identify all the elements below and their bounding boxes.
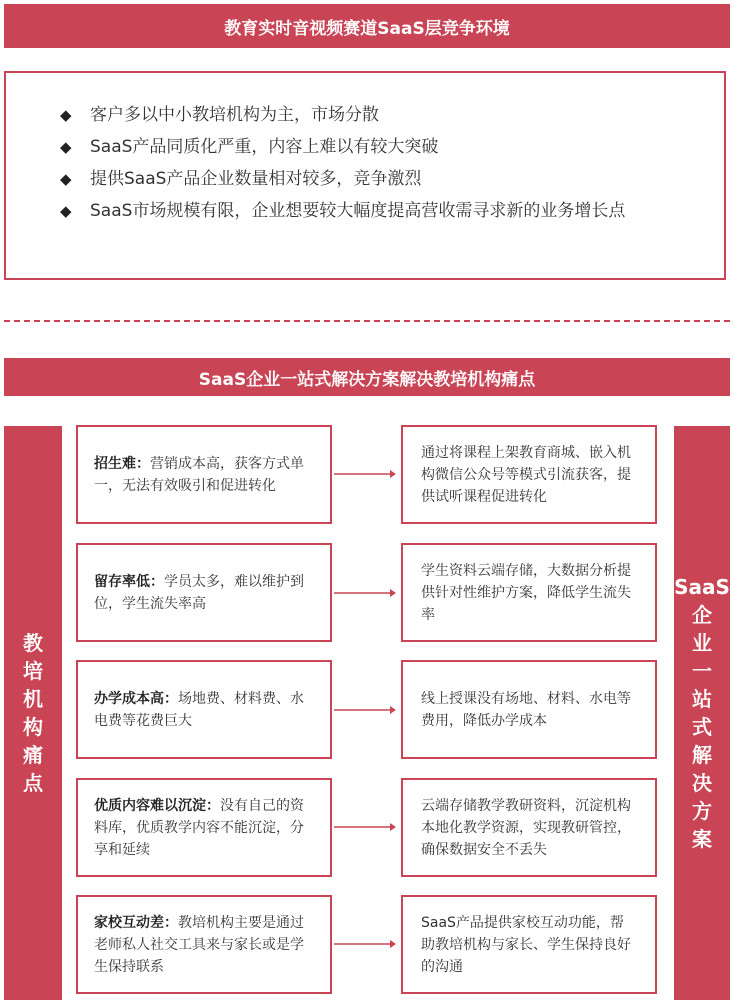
bullet-text: SaaS产品同质化严重，内容上难以有较大突破	[90, 137, 439, 157]
arrow-icon	[334, 588, 396, 598]
arrow-icon	[334, 705, 396, 715]
pain-text: 教培机构主要是通过老师私人社交工具来与家长或是学生保持联系	[94, 914, 304, 975]
pain-box	[76, 543, 332, 642]
competition-box	[4, 71, 726, 280]
diamond-icon: ◆	[60, 138, 72, 156]
label-char: 机	[23, 687, 43, 711]
pain-text: 学员太多，难以维护到位，学生流失率高	[94, 573, 304, 612]
pain-box	[76, 895, 332, 994]
label-char: 业	[692, 631, 712, 655]
label-char: 培	[23, 659, 43, 683]
arrow-icon	[334, 822, 396, 832]
solution-box	[401, 543, 657, 642]
pain-text: 没有自己的资料库，优质教学内容不能沉淀，分享和延续	[94, 797, 304, 858]
list-item	[60, 99, 680, 131]
pain-text: 营销成本高，获客方式单一，无法有效吸引和促进转化	[94, 455, 304, 494]
pain-key: 招生难：	[94, 455, 150, 472]
pain-box	[76, 660, 332, 759]
list-item	[60, 163, 680, 195]
bullet-list	[60, 99, 680, 227]
solution-text: 线上授课没有场地、材料、水电等费用，降低办学成本	[421, 690, 631, 729]
label-char: 决	[692, 771, 712, 795]
label-char: 方	[692, 799, 712, 823]
divider	[4, 320, 730, 322]
pain-key: 家校互动差：	[94, 914, 178, 931]
label-char: 案	[692, 827, 712, 851]
list-item	[60, 195, 680, 227]
pain-points-label	[4, 426, 62, 1000]
pain-box	[76, 778, 332, 877]
pain-text: 场地费、材料费、水电费等花费巨大	[94, 690, 304, 729]
diamond-icon: ◆	[60, 170, 72, 188]
label-char: 点	[23, 771, 43, 795]
pain-key: 留存率低：	[94, 573, 164, 590]
diamond-icon: ◆	[60, 106, 72, 124]
solution-text: 学生资料云端存储，大数据分析提供针对性维护方案，降低学生流失率	[421, 562, 631, 623]
bullet-text: SaaS市场规模有限，企业想要较大幅度提高营收需寻求新的业务增长点	[90, 201, 626, 221]
label-char: 企	[692, 603, 712, 627]
solution-box	[401, 660, 657, 759]
label-char: 教	[23, 631, 43, 655]
solution-text: 通过将课程上架教育商城、嵌入机构微信公众号等模式引流获客，提供试听课程促进转化	[421, 444, 631, 505]
label-char: 构	[23, 715, 43, 739]
arrow-icon	[334, 939, 396, 949]
section2-title: SaaS企业一站式解决方案解决教培机构痛点	[4, 358, 730, 396]
solution-text: 云端存储教学教研资料，沉淀机构本地化教学资源，实现教研管控，确保数据安全不丢失	[421, 797, 631, 858]
arrow-icon	[334, 469, 396, 479]
bullet-text: 提供SaaS产品企业数量相对较多，竞争激烈	[90, 169, 422, 189]
pain-key: 优质内容难以沉淀：	[94, 797, 220, 814]
bullet-text: 客户多以中小教培机构为主，市场分散	[90, 105, 379, 125]
solution-box	[401, 778, 657, 877]
label-char: SaaS	[674, 575, 730, 599]
solution-box	[401, 895, 657, 994]
pain-box	[76, 425, 332, 524]
label-char: 痛	[23, 743, 43, 767]
label-char: 一	[692, 659, 712, 683]
solution-box	[401, 425, 657, 524]
label-char: 站	[692, 687, 712, 711]
solution-label	[674, 426, 730, 1000]
solution-text: SaaS产品提供家校互动功能，帮助教培机构与家长、学生保持良好的沟通	[421, 914, 631, 975]
label-char: 式	[692, 715, 712, 739]
section1-title: 教育实时音视频赛道SaaS层竞争环境	[4, 4, 730, 48]
diamond-icon: ◆	[60, 202, 72, 220]
label-char: 解	[692, 743, 712, 767]
pain-key: 办学成本高：	[94, 690, 178, 707]
list-item	[60, 131, 680, 163]
